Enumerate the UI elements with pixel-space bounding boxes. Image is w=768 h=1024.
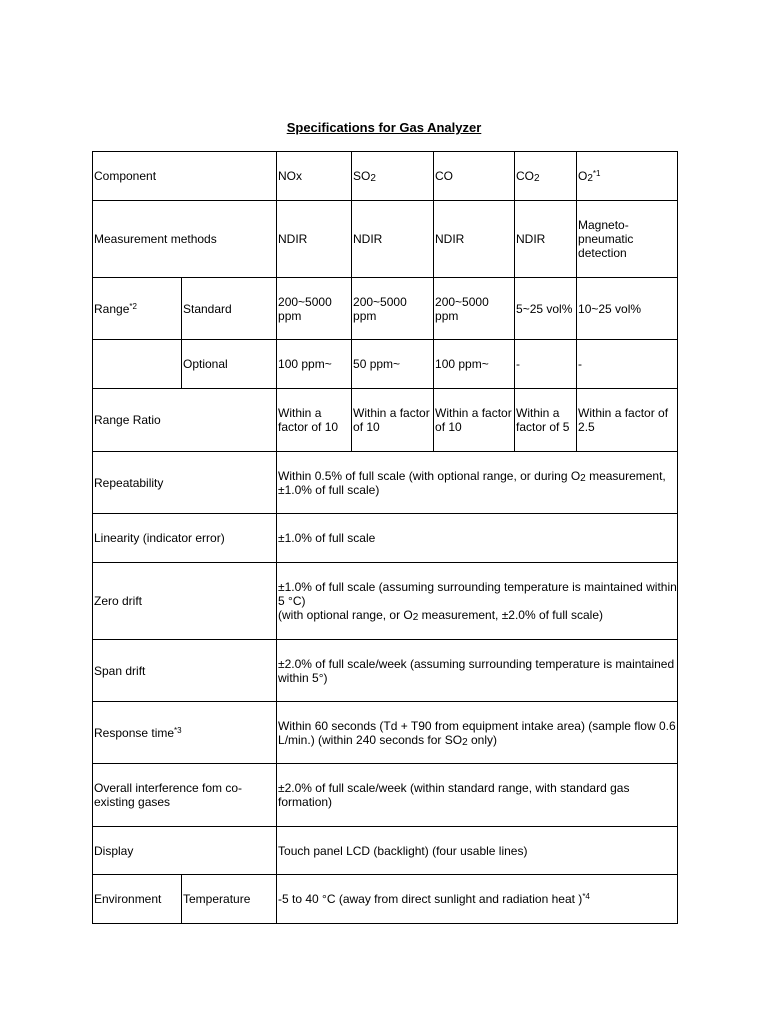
range-optional-co: 100 ppm~: [434, 340, 515, 389]
range-ratio-co2: Within a factor of 5: [515, 389, 577, 452]
value-repeatability: Within 0.5% of full scale (with optional range, or during $O_2$ measurement, ±1.0% of full scale): [277, 452, 678, 514]
label-range-ratio: Range Ratio: [93, 389, 277, 452]
label-zero-drift: Zero drift: [93, 563, 277, 640]
value-linearity: ±1.0% of full scale: [277, 514, 678, 563]
range-ratio-so2: Within a factor of 10: [352, 389, 434, 452]
value-span-drift: ±2.0% of full scale/week (assuming surrounding temperature is maintained within 5°): [277, 640, 678, 702]
row-display: [93, 827, 678, 875]
label-repeatability: Repeatability: [93, 452, 277, 514]
label-range: Range$^{*2}$: [93, 278, 182, 340]
row-measurement: [93, 201, 678, 278]
label-range-empty: [93, 340, 182, 389]
value-response-time: Within 60 seconds (Td + T90 from equipment intake area) (sample flow 0.6 L/min.) (within 240 seconds for $SO_2$ only): [277, 702, 678, 764]
range-optional-so2: 50 ppm~: [352, 340, 434, 389]
measurement-nox: NDIR: [277, 201, 352, 278]
header-o2: $O_2^{*1}$: [577, 152, 678, 201]
range-ratio-o2: Within a factor of 2.5: [577, 389, 678, 452]
row-environment: [93, 875, 678, 924]
range-standard-so2: 200~5000 ppm: [352, 278, 434, 340]
label-environment: Environment: [93, 875, 182, 924]
range-standard-o2: 10~25 vol%: [577, 278, 678, 340]
value-interference: ±2.0% of full scale/week (within standard range, with standard gas formation): [277, 764, 678, 827]
measurement-co: NDIR: [434, 201, 515, 278]
value-zero-drift: ±1.0% of full scale (assuming surrounding temperature is maintained within 5 °C) (with optional range, or $O_2$ measurement, ±2.0% of full scale): [277, 563, 678, 640]
label-display: Display: [93, 827, 277, 875]
range-ratio-co: Within a factor of 10: [434, 389, 515, 452]
label-interference: Overall interference fom co-existing gases: [93, 764, 277, 827]
value-display: Touch panel LCD (backlight) (four usable lines): [277, 827, 678, 875]
value-environment-temperature: -5 to 40 °C (away from direct sunlight and radiation heat )$^{*4}$: [277, 875, 678, 924]
range-standard-co: 200~5000 ppm: [434, 278, 515, 340]
label-measurement: Measurement methods: [93, 201, 277, 278]
measurement-o2: Magneto-pneumatic detection: [577, 201, 678, 278]
range-standard-nox: 200~5000 ppm: [277, 278, 352, 340]
header-nox: NOx: [277, 152, 352, 201]
measurement-so2: NDIR: [352, 201, 434, 278]
label-environment-temperature: Temperature: [182, 875, 277, 924]
header-so2: $SO_2$: [352, 152, 434, 201]
range-standard-co2: 5~25 vol%: [515, 278, 577, 340]
label-response-time: Response time$^{*3}$: [93, 702, 277, 764]
range-optional-o2: -: [577, 340, 678, 389]
header-co: CO: [434, 152, 515, 201]
row-linearity: [93, 514, 678, 563]
range-ratio-nox: Within a factor of 10: [277, 389, 352, 452]
label-range-standard: Standard: [182, 278, 277, 340]
row-component: [93, 152, 678, 201]
document-title: Specifications for Gas Analyzer: [286, 120, 482, 135]
label-range-optional: Optional: [182, 340, 277, 389]
row-span-drift: [93, 640, 678, 702]
label-span-drift: Span drift: [93, 640, 277, 702]
header-co2: $CO_2$: [515, 152, 577, 201]
row-range-standard: [93, 278, 678, 340]
row-zero-drift: [93, 563, 678, 640]
range-optional-nox: 100 ppm~: [277, 340, 352, 389]
row-repeatability: [93, 452, 678, 514]
label-component: Component: [93, 152, 277, 201]
measurement-co2: NDIR: [515, 201, 577, 278]
row-range-ratio: [93, 389, 678, 452]
row-response-time: [93, 702, 678, 764]
range-optional-co2: -: [515, 340, 577, 389]
spec-table: [92, 151, 678, 924]
label-linearity: Linearity (indicator error): [93, 514, 277, 563]
row-interference: [93, 764, 678, 827]
row-range-optional: [93, 340, 678, 389]
